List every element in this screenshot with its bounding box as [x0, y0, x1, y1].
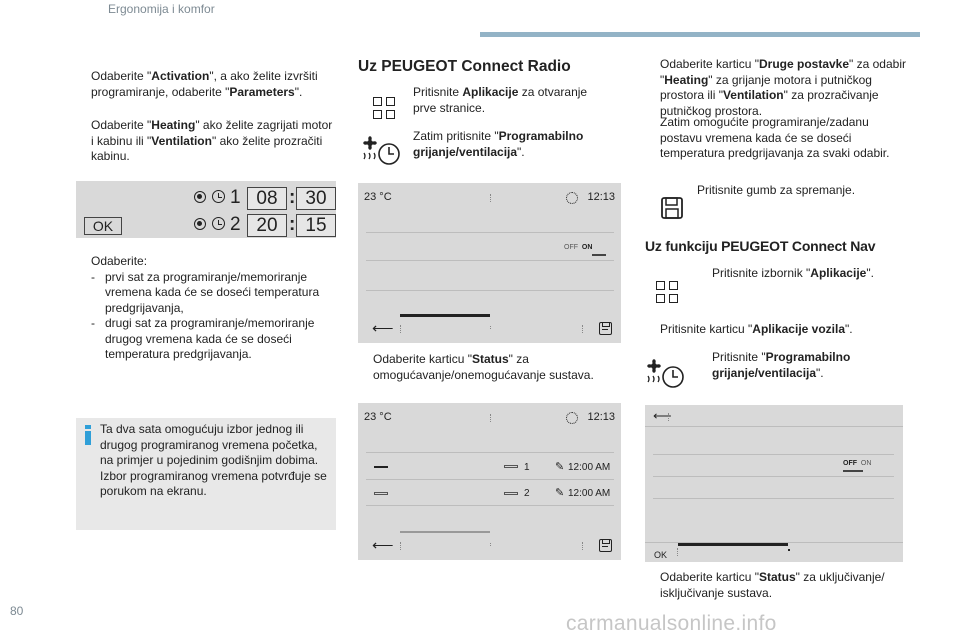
temperature-readout: 23 °C: [364, 191, 392, 203]
left-bullet-heating: Odaberite "Heating" ako želite zagrijati motor i kabinu ili "Ventilation" ako želite prozračiti kabinu.: [91, 118, 333, 163]
edit-pen-icon[interactable]: ✎: [555, 461, 565, 473]
heading-connect-radio: Uz PEUGEOT Connect Radio: [358, 58, 571, 75]
header-bar: [480, 32, 920, 37]
divider: [400, 542, 401, 550]
divider: [788, 549, 790, 551]
info-box: [76, 418, 336, 530]
divider: [582, 325, 583, 333]
scroll-indicator[interactable]: [400, 314, 490, 317]
timer-colon: :: [289, 214, 296, 235]
radio-selected-icon[interactable]: [194, 218, 206, 230]
clock-readout: 12:13: [587, 411, 615, 423]
timer-ok-button[interactable]: OK: [84, 217, 122, 235]
status-toggle[interactable]: OFF ON: [564, 244, 608, 251]
divider: [490, 194, 491, 202]
divider: [490, 414, 491, 422]
nav-step-programmable: Pritisnite "Programabilno grijanje/ventilacija".: [712, 350, 851, 380]
divider: [645, 426, 903, 427]
apps-grid-icon: [656, 281, 680, 305]
clock-icon: [212, 190, 225, 203]
timer-screen: [76, 181, 336, 238]
divider: [490, 326, 491, 329]
nav-ok-button[interactable]: OK: [654, 550, 668, 560]
step-programmable-heating: Zatim pritisnite "Programabilno grijanje/ventilacija".: [413, 129, 584, 159]
divider: [677, 548, 678, 556]
divider: [653, 476, 894, 477]
timer-index-1: 1: [230, 187, 241, 208]
divider: [366, 232, 614, 233]
nav-bullet-status: Odaberite karticu "Status" za uključivanje/ isključivanje sustava.: [660, 570, 885, 600]
left-bullet-activation: Odaberite "Activation", a ako želite izvršiti programiranje, odaberite "Parameters".: [91, 69, 318, 99]
info-text: Ta dva sata omogućuju izbor jednog ili drugog programiranog vremena početka, na primjer u pojedinim godišnjim dobima. Izbor programiranog vremena potvrđuje se porukom na ekranu.: [100, 422, 327, 498]
schedule-index: 2: [524, 488, 530, 499]
row-slot-icon: [504, 492, 518, 495]
info-icon: [85, 425, 91, 445]
temperature-readout: 23 °C: [364, 411, 392, 423]
schedule-time: 12:00 AM: [568, 488, 611, 499]
right-bullet-enable: Zatim omogućite programiranje/zadanu postavu vremena kada će se doseći temperatura predgrijavanja za svaki odabir.: [660, 115, 890, 160]
page-number: 80: [10, 604, 24, 618]
watermark: carmanualsonline.info: [566, 612, 777, 635]
nav-step-apps-menu: Pritisnite izbornik "Aplikacije".: [712, 266, 874, 280]
scroll-indicator[interactable]: [678, 543, 788, 546]
fan-clock-icon: [644, 355, 688, 393]
timer-1-minutes[interactable]: 30: [296, 187, 336, 210]
edit-pen-icon[interactable]: ✎: [555, 487, 565, 499]
left-bullet-select: Odaberite: - prvi sat za programiranje/memoriranje vremena kada će se doseći temperatura predgrijavanja, - drugi sat za programiranje/memoriranje drugog vremena kada će se doseći temperatura predgrijavanja.: [76, 254, 338, 363]
divider: [645, 542, 903, 543]
back-arrow-icon[interactable]: ⟵: [653, 408, 672, 423]
right-bullet-other-settings: Odaberite karticu "Druge postavke" za odabir "Heating" za grijanje motora i putničkog prostora ili "Ventilation" za prozračivanje putničkog prostora.: [660, 57, 906, 118]
back-arrow-icon[interactable]: ⟵: [372, 537, 394, 554]
heading-connect-nav: Uz funkciju PEUGEOT Connect Nav: [645, 238, 876, 254]
timer-colon: :: [289, 187, 296, 208]
divider: [400, 325, 401, 333]
schedule-enabled-icon[interactable]: [374, 466, 388, 468]
settings-gear-icon[interactable]: [566, 192, 578, 204]
list-item: - prvi sat za programiranje/memoriranje vremena kada će se doseći temperatura predgrijavanja,: [91, 269, 320, 315]
timer-2-minutes[interactable]: 15: [296, 214, 336, 237]
divider: [668, 413, 669, 421]
divider: [653, 498, 894, 499]
back-arrow-icon[interactable]: ⟵: [372, 320, 394, 337]
section-title: Ergonomija i komfor: [108, 2, 215, 16]
schedule-disabled-icon[interactable]: [374, 492, 388, 495]
timer-1-hours[interactable]: 08: [247, 187, 287, 210]
save-icon: [660, 196, 684, 220]
divider: [490, 543, 491, 546]
apps-grid-icon: [373, 97, 397, 121]
clock-readout: 12:13: [587, 191, 615, 203]
divider: [653, 454, 894, 455]
step-open-apps: Pritisnite Aplikacije za otvaranje prve stranice.: [413, 85, 588, 115]
radio-selected-icon[interactable]: [194, 191, 206, 203]
clock-options-list: [76, 270, 338, 363]
timer-index-2: 2: [230, 214, 241, 235]
clock-icon: [212, 217, 225, 230]
nav-step-vehicle-apps: Pritisnite karticu "Aplikacije vozila".: [660, 322, 853, 336]
schedule-time: 12:00 AM: [568, 462, 611, 473]
list-item: - drugi sat za programiranje/memoriranje drugog vremena kada će se doseći temperatura predgrijavanja.: [91, 316, 315, 361]
status-toggle[interactable]: OFF ON: [843, 460, 887, 467]
fan-clock-icon: [360, 132, 404, 170]
save-icon[interactable]: [599, 539, 612, 552]
radio-screen-schedule: [358, 403, 621, 560]
nav-screen: [645, 405, 903, 562]
divider: [366, 260, 614, 261]
divider: [366, 479, 614, 480]
divider: [366, 505, 614, 506]
middle-bullet-status: Odaberite karticu "Status" za omogućavanje/onemogućavanje sustava.: [373, 352, 594, 382]
save-instruction: Pritisnite gumb za spremanje.: [697, 183, 856, 197]
scroll-indicator[interactable]: [400, 531, 490, 533]
schedule-index: 1: [524, 462, 530, 473]
radio-screen-status: [358, 183, 621, 343]
divider: [366, 452, 614, 453]
settings-gear-icon[interactable]: [566, 412, 578, 424]
divider: [582, 542, 583, 550]
save-icon[interactable]: [599, 322, 612, 335]
row-slot-icon: [504, 465, 518, 468]
timer-2-hours[interactable]: 20: [247, 214, 287, 237]
divider: [366, 290, 614, 291]
